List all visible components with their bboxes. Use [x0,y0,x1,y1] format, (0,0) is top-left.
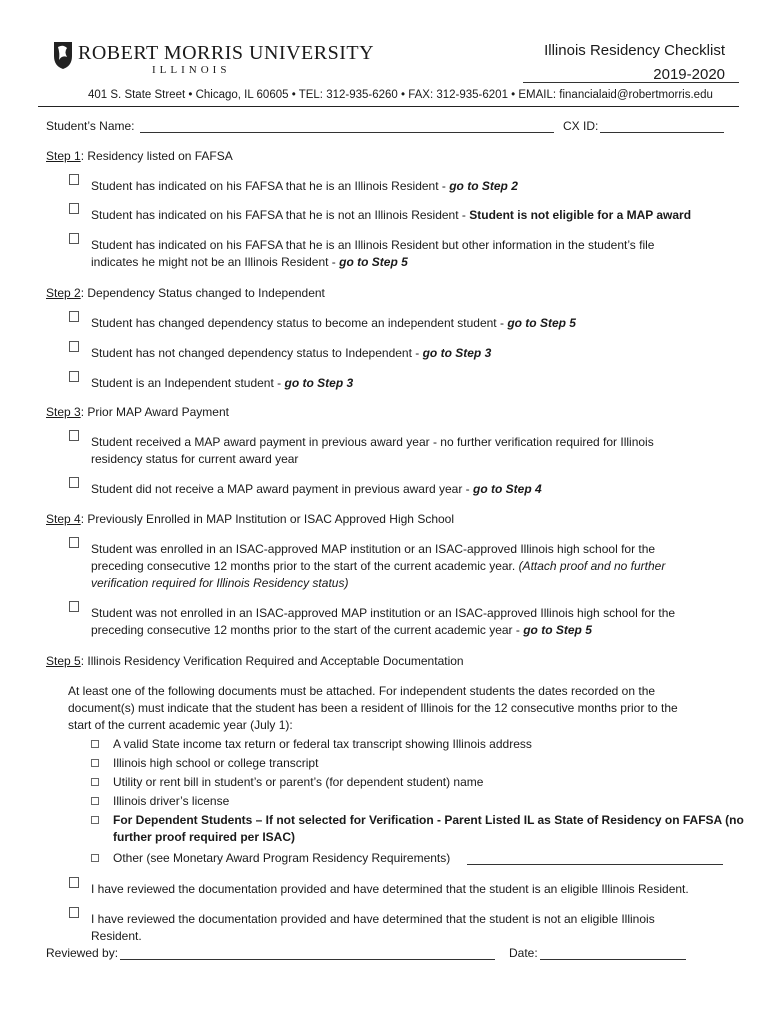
title-rule [523,82,739,83]
step2-option1-checkbox[interactable] [69,311,79,322]
cx-id-field[interactable] [600,132,724,133]
step5-intro-line1: At least one of the following documents must be attached. For independent students the dates recorded on the [68,684,656,698]
step2-heading: Step 2: Dependency Status changed to Independent [46,286,325,300]
step4-option2-line2: preceding consecutive 12 months prior to the start of the current academic year - go to Step 5 [91,623,592,637]
award-year: 2019-2020 [653,66,725,83]
student-name-label: Student’s Name: [46,119,135,133]
date-label: Date: [509,946,538,960]
doc-tax-return: A valid State income tax return or federal tax transcript showing Illinois address [113,737,532,751]
step3-option2: Student did not receive a MAP award payment in previous award year - go to Step 4 [91,482,542,496]
doc-dependent-students-checkbox[interactable] [91,816,99,824]
university-subtitle: ILLINOIS [152,64,231,76]
university-crest-icon [52,40,74,70]
step3-heading: Step 3: Prior MAP Award Payment [46,405,229,419]
step4-option2-line1: Student was not enrolled in an ISAC-approved MAP institution or an ISAC-approved Illinois high school for the [91,606,676,620]
reviewed-by-field[interactable] [120,959,495,960]
step1-option2: Student has indicated on his FAFSA that he is not an Illinois Resident - Student is not eligible for a MAP award [91,208,692,222]
review-not-eligible-line2: Resident. [91,929,142,943]
review-eligible-checkbox[interactable] [69,877,79,888]
step1-option3-checkbox[interactable] [69,233,79,244]
step2-option3-checkbox[interactable] [69,371,79,382]
doc-tax-return-checkbox[interactable] [91,740,99,748]
student-name-field[interactable] [140,132,554,133]
step1-option1-checkbox[interactable] [69,174,79,185]
doc-drivers-license-checkbox[interactable] [91,797,99,805]
step5-heading: Step 5: Illinois Residency Verification Required and Acceptable Documentation [46,654,464,668]
document-title: Illinois Residency Checklist [544,42,725,59]
step2-option3: Student is an Independent student - go to Step 3 [91,376,354,390]
step4-option1-line1: Student was enrolled in an ISAC-approved MAP institution or an ISAC-approved Illinois high school for the [91,542,656,556]
step3-option1-line1: Student received a MAP award payment in previous award year - no further verification required for Illinois [91,435,654,449]
step1-option1: Student has indicated on his FAFSA that he is an Illinois Resident - go to Step 2 [91,179,518,193]
doc-dependent-students-line1: For Dependent Students – If not selected for Verification - Parent Listed IL as State of Residency on FAFSA (no [113,813,744,827]
step4-heading: Step 4: Previously Enrolled in MAP Institution or ISAC Approved High School [46,512,455,526]
step3-option2-checkbox[interactable] [69,477,79,488]
doc-drivers-license: Illinois driver’s license [113,794,230,808]
review-not-eligible-line1: I have reviewed the documentation provided and have determined that the student is not an eligible Illinois [91,912,655,926]
step2-option2-checkbox[interactable] [69,341,79,352]
header-rule [38,106,739,107]
step1-option3-line2: indicates he might not be an Illinois Resident - go to Step 5 [91,255,408,269]
review-eligible: I have reviewed the documentation provided and have determined that the student is an eligible Illinois Resident. [91,882,689,896]
step1-option3-line1: Student has indicated on his FAFSA that he is an Illinois Resident but other information in the student’s file [91,238,655,252]
doc-utility-bill-checkbox[interactable] [91,778,99,786]
step1-option2-checkbox[interactable] [69,203,79,214]
university-name: ROBERT MORRIS UNIVERSITY [78,42,375,64]
doc-utility-bill: Utility or rent bill in student’s or parent’s (for dependent student) name [113,775,484,789]
step1-heading: Step 1: Residency listed on FAFSA [46,149,233,163]
cx-id-label: CX ID: [563,119,599,133]
date-field[interactable] [540,959,686,960]
reviewed-by-label: Reviewed by: [46,946,119,960]
doc-other-field[interactable] [467,864,723,865]
step2-option1: Student has changed dependency status to become an independent student - go to Step 5 [91,316,576,330]
doc-dependent-students-line2: further proof required per ISAC) [113,830,296,844]
review-not-eligible-checkbox[interactable] [69,907,79,918]
step5-intro-line2: document(s) must indicate that the student has been a resident of Illinois for the 12 consecutive months prior to the [68,701,678,715]
doc-transcript-checkbox[interactable] [91,759,99,767]
doc-other-checkbox[interactable] [91,854,99,862]
doc-other: Other (see Monetary Award Program Residency Requirements) [113,851,451,865]
step4-option1-line3: verification required for Illinois Residency status) [91,576,349,590]
step3-option1-line2: residency status for current award year [91,452,299,466]
step5-intro-line3: start of the current academic year (July 1): [68,718,293,732]
contact-address: 401 S. State Street • Chicago, IL 60605 • TEL: 312-935-6260 • FAX: 312-935-6201 • EMAIL: financialaid@robertmorris.edu [88,89,713,101]
step4-option1-line2: preceding consecutive 12 months prior to the start of the current academic year. (Attach proof and no further [91,559,666,573]
step2-option2: Student has not changed dependency status to Independent - go to Step 3 [91,346,492,360]
step4-option2-checkbox[interactable] [69,601,79,612]
step3-option1-checkbox[interactable] [69,430,79,441]
doc-transcript: Illinois high school or college transcript [113,756,319,770]
step4-option1-checkbox[interactable] [69,537,79,548]
